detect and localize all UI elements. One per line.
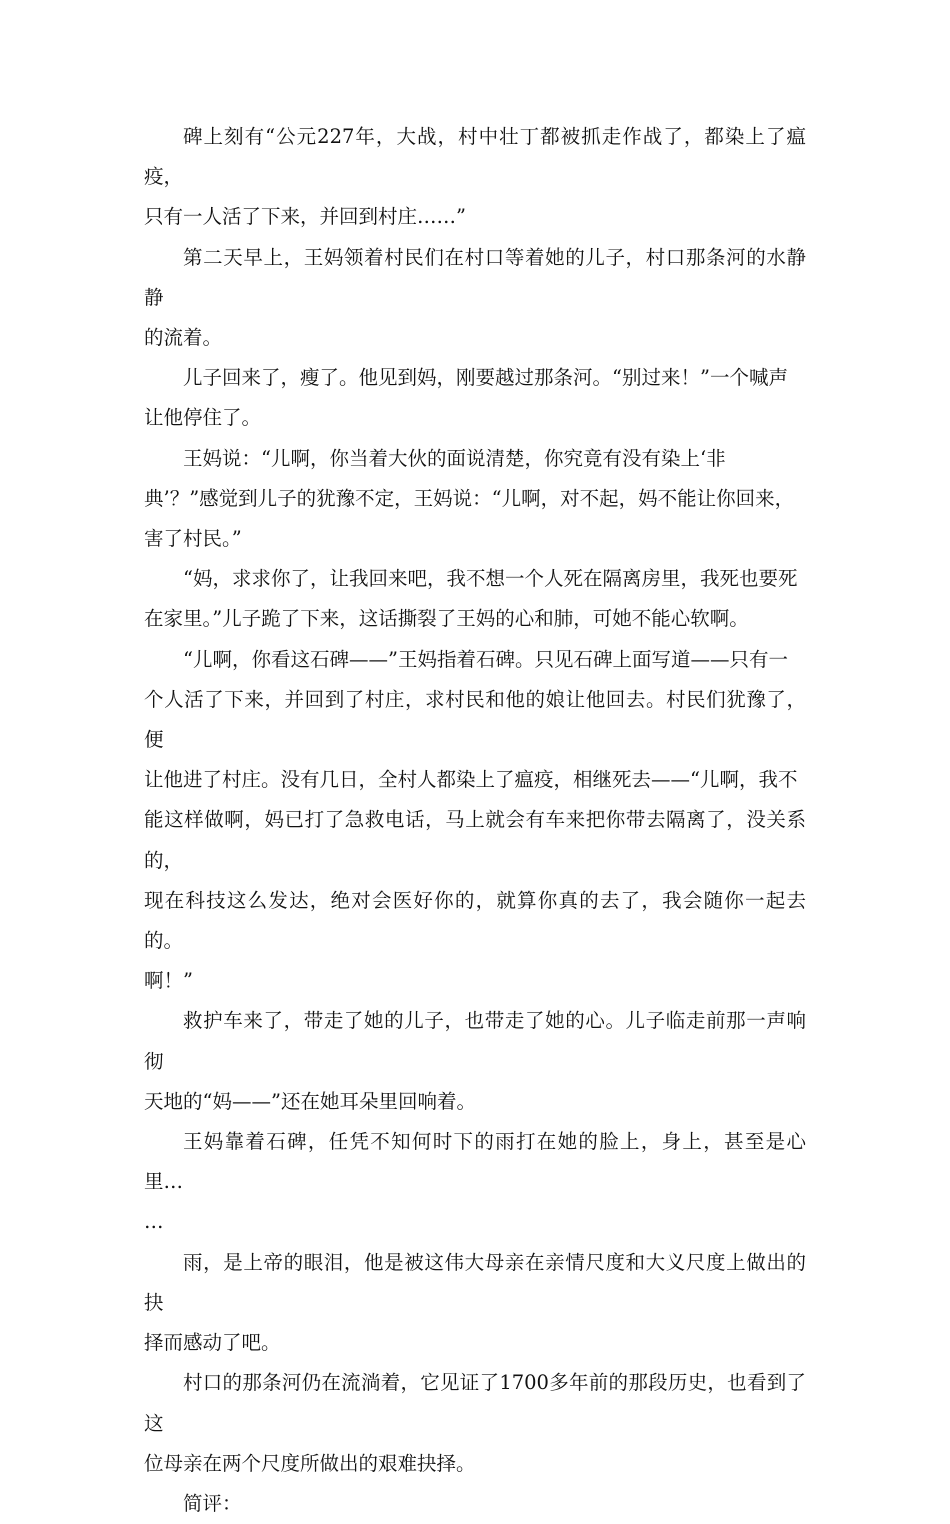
paragraph-9: 雨，是上帝的眼泪，他是被这伟大母亲在亲情尺度和大义尺度上做出的抉 择而感动了吧。: [144, 1250, 806, 1355]
paragraph-3: 儿子回来了，瘦了。他见到妈，刚要越过那条河。“别过来！”一个喊声 让他停住了。: [144, 366, 788, 430]
paragraph-11: 简评：: [183, 1491, 242, 1515]
paragraph-8: 王妈靠着石碑，任凭不知何时下的雨打在她的脸上，身上，甚至是心里… …: [144, 1130, 806, 1234]
paragraph-5: “妈，求求你了，让我回来吧，我不想一个人死在隔离房里，我死也要死 在家里。”儿子跪了下来，这话撕裂了王妈的心和肺，可她不能心软啊。: [144, 567, 798, 631]
paragraph-1: 碑上刻有“公元227年，大战，村中壮丁都被抓走作战了，都染上了瘟疫， 只有一人活了下来，并回到村庄……”: [144, 125, 806, 229]
paragraph-7: 救护车来了，带走了她的儿子，也带走了她的心。儿子临走前那一声响彻 天地的“妈——”还在她耳朵里回响着。: [144, 1009, 806, 1113]
paragraph-6: “儿啊，你看这石碑——”王妈指着石碑。只见石碑上面写道——只有一 个人活了下来，并回到了村庄，求村民和他的娘让他回去。村民们犹豫了，便 让他进了村庄。没有几日，全村人都染上了瘟疫，相继死去——“儿啊，我不 能这样做啊，妈已打了急救电话，马上就会有车来把你带去隔离了，没关系的， 现在科技这么发达，绝对会医好你的，就算你真的去了，我会随你一起去的。 啊！”: [144, 647, 806, 993]
paragraph-10: 村口的那条河仍在流淌着，它见证了1700多年前的那段历史，也看到了这 位母亲在两个尺度所做出的艰难抉择。: [144, 1371, 806, 1475]
document-body: [144, 117, 806, 1524]
paragraph-4: 王妈说：“儿啊，你当着大伙的面说清楚，你究竟有没有染上‘非 典’？”感觉到儿子的犹豫不定，王妈说：“儿啊，对不起，妈不能让你回来， 害了村民。”: [144, 446, 795, 551]
paragraph-2: 第二天早上，王妈领着村民们在村口等着她的儿子，村口那条河的水静静 的流着。: [144, 245, 806, 350]
